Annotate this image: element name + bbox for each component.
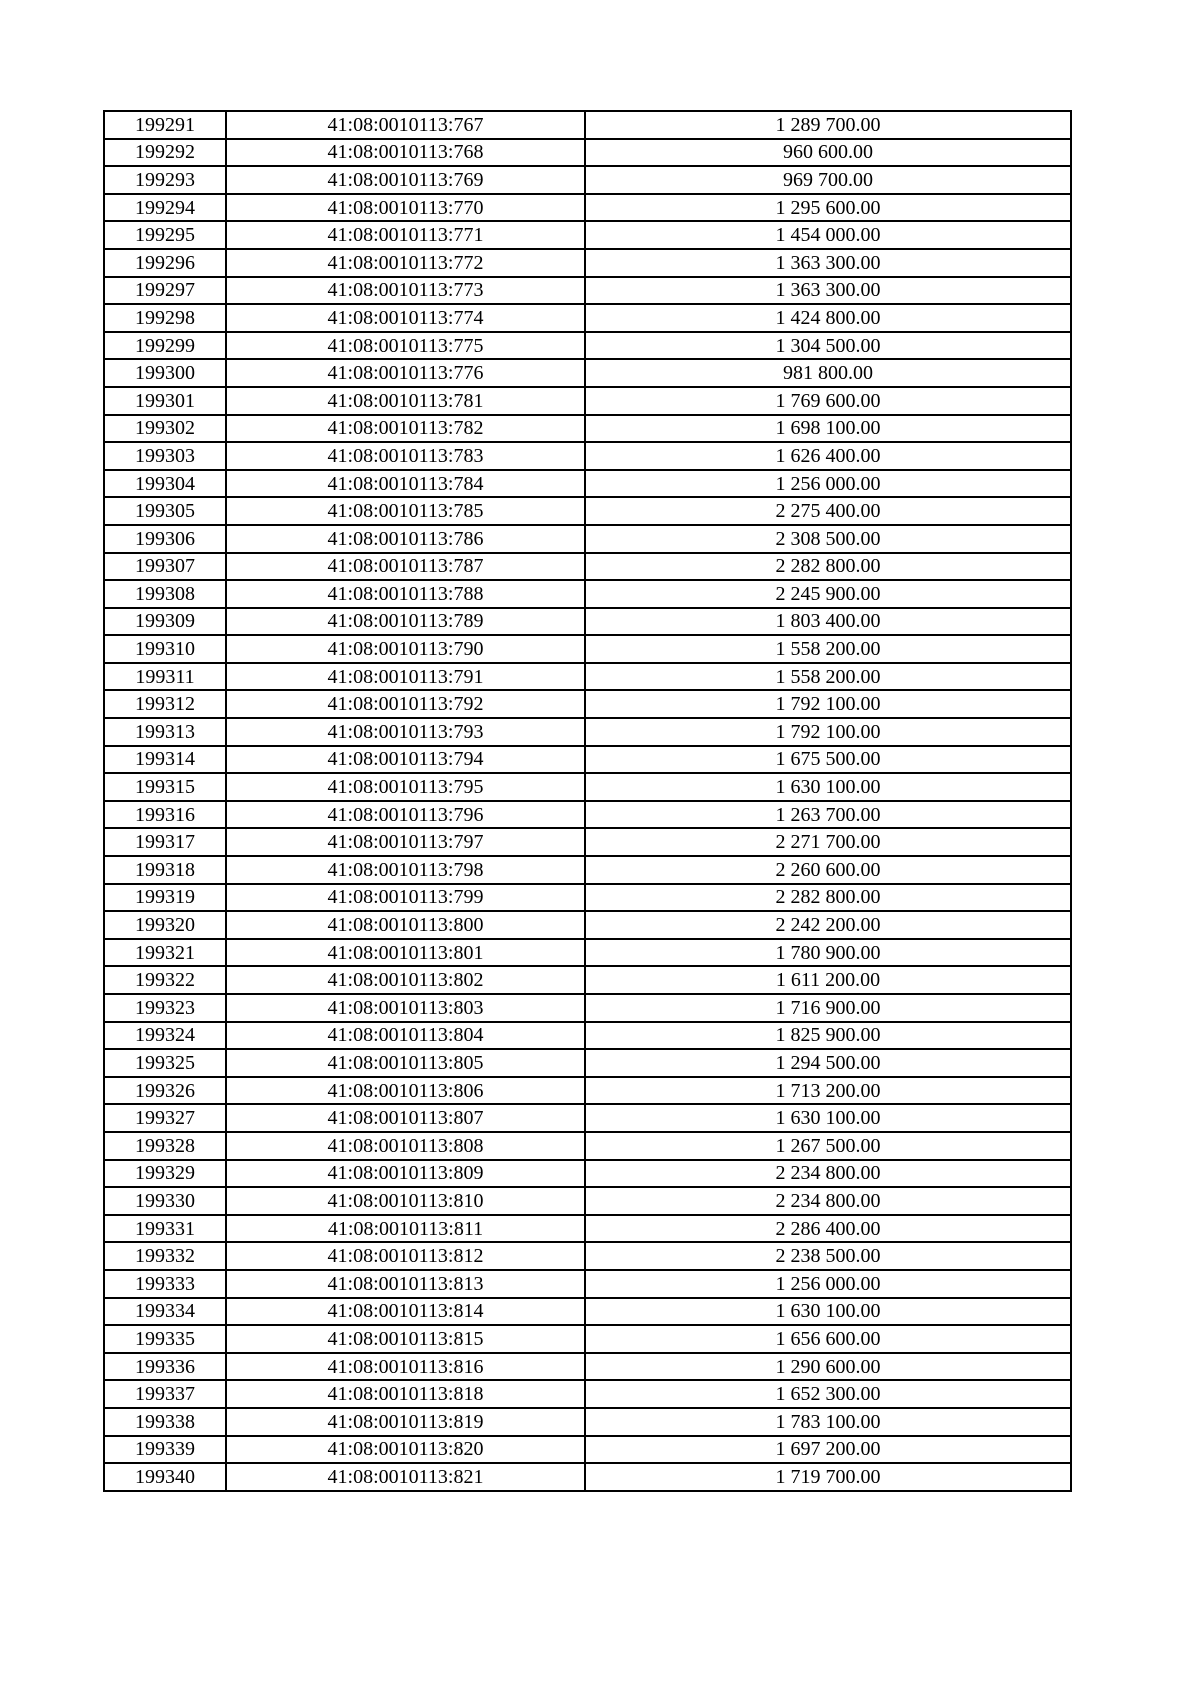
table-row <box>104 966 1071 994</box>
table-row <box>104 1022 1071 1050</box>
cadastral-value-cell: 1 363 300.00 <box>585 249 1071 277</box>
row-number-cell: 199316 <box>104 801 226 829</box>
cadastral-number-cell: 41:08:0010113:818 <box>226 1380 585 1408</box>
row-number-cell: 199338 <box>104 1408 226 1436</box>
cadastral-number-cell: 41:08:0010113:816 <box>226 1353 585 1381</box>
table-row <box>104 1325 1071 1353</box>
cadastral-value-cell: 1 304 500.00 <box>585 332 1071 360</box>
table-row <box>104 1160 1071 1188</box>
cadastral-number-cell: 41:08:0010113:813 <box>226 1270 585 1298</box>
table-row <box>104 359 1071 387</box>
cadastral-value-cell: 1 295 600.00 <box>585 194 1071 222</box>
row-number-cell: 199311 <box>104 663 226 691</box>
cadastral-value-cell: 1 294 500.00 <box>585 1049 1071 1077</box>
table-row <box>104 856 1071 884</box>
cadastral-number-cell: 41:08:0010113:789 <box>226 608 585 636</box>
row-number-cell: 199309 <box>104 608 226 636</box>
row-number-cell: 199312 <box>104 690 226 718</box>
row-number-cell: 199325 <box>104 1049 226 1077</box>
cadastral-value-cell: 1 656 600.00 <box>585 1325 1071 1353</box>
table-row <box>104 497 1071 525</box>
cadastral-number-cell: 41:08:0010113:784 <box>226 470 585 498</box>
row-number-cell: 199313 <box>104 718 226 746</box>
cadastral-number-cell: 41:08:0010113:767 <box>226 111 585 139</box>
table-row <box>104 415 1071 443</box>
row-number-cell: 199305 <box>104 497 226 525</box>
cadastral-number-cell: 41:08:0010113:809 <box>226 1160 585 1188</box>
cadastral-number-cell: 41:08:0010113:794 <box>226 746 585 774</box>
cadastral-value-cell: 1 825 900.00 <box>585 1022 1071 1050</box>
row-number-cell: 199318 <box>104 856 226 884</box>
cadastral-number-cell: 41:08:0010113:768 <box>226 139 585 167</box>
row-number-cell: 199321 <box>104 939 226 967</box>
row-number-cell: 199308 <box>104 580 226 608</box>
row-number-cell: 199298 <box>104 304 226 332</box>
cadastral-value-cell: 1 256 000.00 <box>585 1270 1071 1298</box>
table-row <box>104 773 1071 801</box>
cadastral-value-cell: 1 454 000.00 <box>585 221 1071 249</box>
table-row <box>104 911 1071 939</box>
table-row <box>104 1298 1071 1326</box>
cadastral-value-cell: 1 792 100.00 <box>585 718 1071 746</box>
cadastral-value-cell: 1 630 100.00 <box>585 1104 1071 1132</box>
cadastral-value-cell: 2 245 900.00 <box>585 580 1071 608</box>
cadastral-number-cell: 41:08:0010113:796 <box>226 801 585 829</box>
cadastral-number-cell: 41:08:0010113:771 <box>226 221 585 249</box>
table-row <box>104 1132 1071 1160</box>
cadastral-number-cell: 41:08:0010113:792 <box>226 690 585 718</box>
row-number-cell: 199336 <box>104 1353 226 1381</box>
cadastral-number-cell: 41:08:0010113:782 <box>226 415 585 443</box>
row-number-cell: 199304 <box>104 470 226 498</box>
cadastral-value-cell: 1 652 300.00 <box>585 1380 1071 1408</box>
table-row <box>104 994 1071 1022</box>
row-number-cell: 199329 <box>104 1160 226 1188</box>
cadastral-value-cell: 1 675 500.00 <box>585 746 1071 774</box>
cadastral-value-cell: 1 769 600.00 <box>585 387 1071 415</box>
table-row <box>104 608 1071 636</box>
row-number-cell: 199334 <box>104 1298 226 1326</box>
cadastral-number-cell: 41:08:0010113:769 <box>226 166 585 194</box>
table-row <box>104 1242 1071 1270</box>
cadastral-value-cell: 1 363 300.00 <box>585 277 1071 305</box>
cadastral-number-cell: 41:08:0010113:785 <box>226 497 585 525</box>
row-number-cell: 199295 <box>104 221 226 249</box>
cadastral-value-cell: 2 271 700.00 <box>585 828 1071 856</box>
cadastral-number-cell: 41:08:0010113:803 <box>226 994 585 1022</box>
cadastral-value-cell: 1 626 400.00 <box>585 442 1071 470</box>
cadastral-number-cell: 41:08:0010113:788 <box>226 580 585 608</box>
cadastral-value-cell: 1 803 400.00 <box>585 608 1071 636</box>
cadastral-number-cell: 41:08:0010113:800 <box>226 911 585 939</box>
row-number-cell: 199332 <box>104 1242 226 1270</box>
row-number-cell: 199320 <box>104 911 226 939</box>
cadastral-number-cell: 41:08:0010113:786 <box>226 525 585 553</box>
cadastral-value-cell: 1 256 000.00 <box>585 470 1071 498</box>
table-row <box>104 221 1071 249</box>
row-number-cell: 199326 <box>104 1077 226 1105</box>
table-row <box>104 1077 1071 1105</box>
row-number-cell: 199297 <box>104 277 226 305</box>
cadastral-number-cell: 41:08:0010113:781 <box>226 387 585 415</box>
row-number-cell: 199333 <box>104 1270 226 1298</box>
cadastral-value-cell: 1 630 100.00 <box>585 773 1071 801</box>
cadastral-number-cell: 41:08:0010113:770 <box>226 194 585 222</box>
row-number-cell: 199301 <box>104 387 226 415</box>
cadastral-value-cell: 2 275 400.00 <box>585 497 1071 525</box>
cadastral-value-cell: 1 697 200.00 <box>585 1436 1071 1464</box>
table-row <box>104 746 1071 774</box>
cadastral-value-cell: 2 282 800.00 <box>585 884 1071 912</box>
cadastral-number-cell: 41:08:0010113:787 <box>226 553 585 581</box>
cadastre-value-table <box>103 110 1072 1492</box>
table-row <box>104 139 1071 167</box>
cadastral-number-cell: 41:08:0010113:810 <box>226 1187 585 1215</box>
table-row <box>104 525 1071 553</box>
cadastral-value-cell: 1 698 100.00 <box>585 415 1071 443</box>
table-body <box>104 111 1071 1491</box>
row-number-cell: 199319 <box>104 884 226 912</box>
table-row <box>104 580 1071 608</box>
cadastral-value-cell: 1 792 100.00 <box>585 690 1071 718</box>
table-row <box>104 1104 1071 1132</box>
table-row <box>104 111 1071 139</box>
cadastral-value-cell: 1 719 700.00 <box>585 1463 1071 1491</box>
table-row <box>104 663 1071 691</box>
cadastral-value-cell: 1 424 800.00 <box>585 304 1071 332</box>
table-row <box>104 801 1071 829</box>
cadastral-number-cell: 41:08:0010113:814 <box>226 1298 585 1326</box>
table-row <box>104 1408 1071 1436</box>
table-row <box>104 332 1071 360</box>
cadastral-value-cell: 1 780 900.00 <box>585 939 1071 967</box>
cadastral-number-cell: 41:08:0010113:811 <box>226 1215 585 1243</box>
cadastral-value-cell: 1 558 200.00 <box>585 635 1071 663</box>
row-number-cell: 199328 <box>104 1132 226 1160</box>
table-row <box>104 718 1071 746</box>
row-number-cell: 199300 <box>104 359 226 387</box>
row-number-cell: 199299 <box>104 332 226 360</box>
cadastral-number-cell: 41:08:0010113:802 <box>226 966 585 994</box>
cadastral-value-cell: 2 286 400.00 <box>585 1215 1071 1243</box>
cadastral-number-cell: 41:08:0010113:821 <box>226 1463 585 1491</box>
row-number-cell: 199331 <box>104 1215 226 1243</box>
table-row <box>104 249 1071 277</box>
cadastral-value-cell: 1 290 600.00 <box>585 1353 1071 1381</box>
table-row <box>104 553 1071 581</box>
cadastral-number-cell: 41:08:0010113:790 <box>226 635 585 663</box>
cadastral-value-cell: 960 600.00 <box>585 139 1071 167</box>
table-row <box>104 304 1071 332</box>
cadastral-value-cell: 2 234 800.00 <box>585 1187 1071 1215</box>
cadastral-number-cell: 41:08:0010113:774 <box>226 304 585 332</box>
row-number-cell: 199315 <box>104 773 226 801</box>
cadastral-number-cell: 41:08:0010113:791 <box>226 663 585 691</box>
row-number-cell: 199292 <box>104 139 226 167</box>
cadastral-number-cell: 41:08:0010113:804 <box>226 1022 585 1050</box>
row-number-cell: 199291 <box>104 111 226 139</box>
row-number-cell: 199337 <box>104 1380 226 1408</box>
cadastral-number-cell: 41:08:0010113:795 <box>226 773 585 801</box>
cadastral-number-cell: 41:08:0010113:799 <box>226 884 585 912</box>
table-row <box>104 1463 1071 1491</box>
cadastral-value-cell: 2 260 600.00 <box>585 856 1071 884</box>
row-number-cell: 199293 <box>104 166 226 194</box>
row-number-cell: 199340 <box>104 1463 226 1491</box>
row-number-cell: 199335 <box>104 1325 226 1353</box>
cadastral-number-cell: 41:08:0010113:812 <box>226 1242 585 1270</box>
table-row <box>104 1436 1071 1464</box>
row-number-cell: 199323 <box>104 994 226 1022</box>
cadastral-value-cell: 1 289 700.00 <box>585 111 1071 139</box>
cadastral-number-cell: 41:08:0010113:808 <box>226 1132 585 1160</box>
cadastral-number-cell: 41:08:0010113:815 <box>226 1325 585 1353</box>
cadastral-value-cell: 2 234 800.00 <box>585 1160 1071 1188</box>
row-number-cell: 199314 <box>104 746 226 774</box>
cadastral-number-cell: 41:08:0010113:807 <box>226 1104 585 1132</box>
row-number-cell: 199330 <box>104 1187 226 1215</box>
cadastral-number-cell: 41:08:0010113:805 <box>226 1049 585 1077</box>
table-row <box>104 690 1071 718</box>
cadastral-number-cell: 41:08:0010113:783 <box>226 442 585 470</box>
cadastral-number-cell: 41:08:0010113:772 <box>226 249 585 277</box>
cadastral-value-cell: 981 800.00 <box>585 359 1071 387</box>
cadastral-number-cell: 41:08:0010113:806 <box>226 1077 585 1105</box>
row-number-cell: 199294 <box>104 194 226 222</box>
cadastral-value-cell: 2 238 500.00 <box>585 1242 1071 1270</box>
row-number-cell: 199327 <box>104 1104 226 1132</box>
cadastral-number-cell: 41:08:0010113:797 <box>226 828 585 856</box>
row-number-cell: 199322 <box>104 966 226 994</box>
row-number-cell: 199310 <box>104 635 226 663</box>
cadastral-value-cell: 1 630 100.00 <box>585 1298 1071 1326</box>
table-row <box>104 828 1071 856</box>
table-row <box>104 277 1071 305</box>
cadastral-value-cell: 1 263 700.00 <box>585 801 1071 829</box>
table-row <box>104 194 1071 222</box>
table-row <box>104 1270 1071 1298</box>
row-number-cell: 199303 <box>104 442 226 470</box>
cadastral-value-cell: 969 700.00 <box>585 166 1071 194</box>
table-row <box>104 470 1071 498</box>
cadastral-value-cell: 1 267 500.00 <box>585 1132 1071 1160</box>
table-row <box>104 884 1071 912</box>
table-row <box>104 939 1071 967</box>
table-row <box>104 442 1071 470</box>
cadastral-value-cell: 1 716 900.00 <box>585 994 1071 1022</box>
cadastral-value-cell: 1 611 200.00 <box>585 966 1071 994</box>
cadastral-number-cell: 41:08:0010113:776 <box>226 359 585 387</box>
cadastral-number-cell: 41:08:0010113:820 <box>226 1436 585 1464</box>
row-number-cell: 199302 <box>104 415 226 443</box>
table-row <box>104 635 1071 663</box>
table-row <box>104 1049 1071 1077</box>
table-row <box>104 387 1071 415</box>
cadastral-value-cell: 1 558 200.00 <box>585 663 1071 691</box>
cadastral-number-cell: 41:08:0010113:775 <box>226 332 585 360</box>
cadastral-number-cell: 41:08:0010113:793 <box>226 718 585 746</box>
cadastral-value-cell: 1 713 200.00 <box>585 1077 1071 1105</box>
cadastral-value-cell: 1 783 100.00 <box>585 1408 1071 1436</box>
cadastral-number-cell: 41:08:0010113:798 <box>226 856 585 884</box>
row-number-cell: 199339 <box>104 1436 226 1464</box>
table-row <box>104 1353 1071 1381</box>
row-number-cell: 199324 <box>104 1022 226 1050</box>
row-number-cell: 199307 <box>104 553 226 581</box>
cadastral-number-cell: 41:08:0010113:773 <box>226 277 585 305</box>
table-row <box>104 1380 1071 1408</box>
cadastral-number-cell: 41:08:0010113:819 <box>226 1408 585 1436</box>
row-number-cell: 199296 <box>104 249 226 277</box>
table-row <box>104 1187 1071 1215</box>
row-number-cell: 199306 <box>104 525 226 553</box>
cadastral-value-cell: 2 308 500.00 <box>585 525 1071 553</box>
table-row <box>104 166 1071 194</box>
cadastral-value-cell: 2 242 200.00 <box>585 911 1071 939</box>
table-row <box>104 1215 1071 1243</box>
cadastral-number-cell: 41:08:0010113:801 <box>226 939 585 967</box>
cadastral-value-cell: 2 282 800.00 <box>585 553 1071 581</box>
row-number-cell: 199317 <box>104 828 226 856</box>
